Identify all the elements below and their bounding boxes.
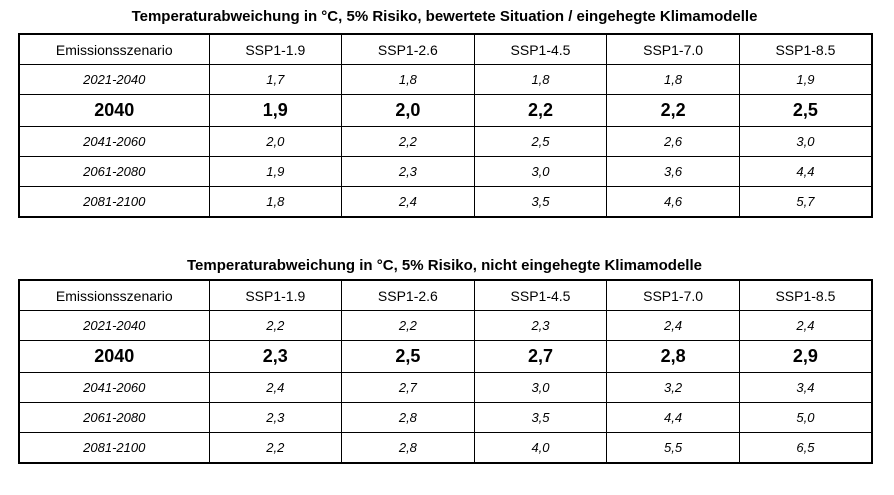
column-header: SSP1-4.5 (474, 280, 607, 311)
table-cell: 2,9 (739, 341, 872, 373)
table-cell: 2,5 (739, 95, 872, 127)
table-cell: 2,2 (209, 311, 342, 341)
table-cell: 4,0 (474, 433, 607, 464)
table-cell: 5,0 (739, 403, 872, 433)
table-row (19, 157, 872, 187)
row-label: 2041-2060 (19, 127, 209, 157)
column-header: SSP1-7.0 (607, 34, 740, 65)
table-cell: 2,8 (342, 433, 475, 464)
column-header: SSP1-4.5 (474, 34, 607, 65)
column-header: SSP1-8.5 (739, 34, 872, 65)
table-cell: 5,5 (607, 433, 740, 464)
table-cell: 4,4 (607, 403, 740, 433)
table-cell: 5,7 (739, 187, 872, 218)
table-cell: 1,9 (739, 65, 872, 95)
table-cell: 2,3 (209, 341, 342, 373)
row-label: 2061-2080 (19, 403, 209, 433)
table-cell: 4,6 (607, 187, 740, 218)
table-cell: 2,5 (342, 341, 475, 373)
row-label: 2040 (19, 95, 209, 127)
temperature-table (18, 279, 873, 464)
table-cell: 3,5 (474, 403, 607, 433)
column-header: Emissionsszenario (19, 34, 209, 65)
table-cell: 2,4 (607, 311, 740, 341)
header-row (19, 280, 872, 311)
temperature-table (18, 33, 873, 218)
table-cell: 3,0 (474, 157, 607, 187)
table-cell: 2,7 (342, 373, 475, 403)
table-cell: 1,8 (342, 65, 475, 95)
table-row (19, 433, 872, 464)
table-cell: 2,2 (342, 311, 475, 341)
table-cell: 2,8 (342, 403, 475, 433)
table-title: Temperaturabweichung in °C, 5% Risiko, bewertete Situation / eingehegte Klimamodelle (131, 8, 758, 25)
column-header: Emissionsszenario (19, 280, 209, 311)
table-cell: 1,9 (209, 95, 342, 127)
table-cell: 6,5 (739, 433, 872, 464)
column-header: SSP1-1.9 (209, 280, 342, 311)
column-header: SSP1-2.6 (342, 280, 475, 311)
column-header: SSP1-8.5 (739, 280, 872, 311)
row-label: 2040 (19, 341, 209, 373)
table-cell: 3,0 (474, 373, 607, 403)
header-row (19, 34, 872, 65)
table-cell: 2,2 (342, 127, 475, 157)
table-cell: 3,0 (739, 127, 872, 157)
table-cell: 3,4 (739, 373, 872, 403)
table-row (19, 65, 872, 95)
table-cell: 2,0 (209, 127, 342, 157)
table-cell: 4,4 (739, 157, 872, 187)
table-cell: 1,7 (209, 65, 342, 95)
row-label: 2021-2040 (19, 311, 209, 341)
table-row-highlight (19, 95, 872, 127)
table-cell: 2,5 (474, 127, 607, 157)
table-cell: 2,0 (342, 95, 475, 127)
column-header: SSP1-7.0 (607, 280, 740, 311)
table-cell: 2,8 (607, 341, 740, 373)
table-cell: 2,2 (607, 95, 740, 127)
row-label: 2081-2100 (19, 187, 209, 218)
table-row (19, 127, 872, 157)
table-cell: 1,8 (474, 65, 607, 95)
table-cell: 3,6 (607, 157, 740, 187)
table-cell: 2,2 (209, 433, 342, 464)
table-cell: 2,3 (342, 157, 475, 187)
table-row (19, 187, 872, 218)
table-row (19, 403, 872, 433)
table-block-1 (18, 6, 871, 218)
table-cell: 1,8 (607, 65, 740, 95)
row-label: 2041-2060 (19, 373, 209, 403)
table-cell: 2,2 (474, 95, 607, 127)
table-cell: 3,2 (607, 373, 740, 403)
row-label: 2061-2080 (19, 157, 209, 187)
row-label: 2021-2040 (19, 65, 209, 95)
table-cell: 2,7 (474, 341, 607, 373)
table-cell: 2,4 (342, 187, 475, 218)
row-label: 2081-2100 (19, 433, 209, 464)
table-cell: 2,4 (739, 311, 872, 341)
table-row-highlight (19, 341, 872, 373)
table-block-2 (18, 255, 871, 464)
table-cell: 2,4 (209, 373, 342, 403)
column-header: SSP1-1.9 (209, 34, 342, 65)
table-cell: 2,3 (209, 403, 342, 433)
table-cell: 2,6 (607, 127, 740, 157)
table-row (19, 373, 872, 403)
table-cell: 2,3 (474, 311, 607, 341)
table-cell: 3,5 (474, 187, 607, 218)
column-header: SSP1-2.6 (342, 34, 475, 65)
table-row (19, 311, 872, 341)
table-cell: 1,9 (209, 157, 342, 187)
table-title: Temperaturabweichung in °C, 5% Risiko, nicht eingehegte Klimamodelle (187, 257, 702, 274)
table-cell: 1,8 (209, 187, 342, 218)
